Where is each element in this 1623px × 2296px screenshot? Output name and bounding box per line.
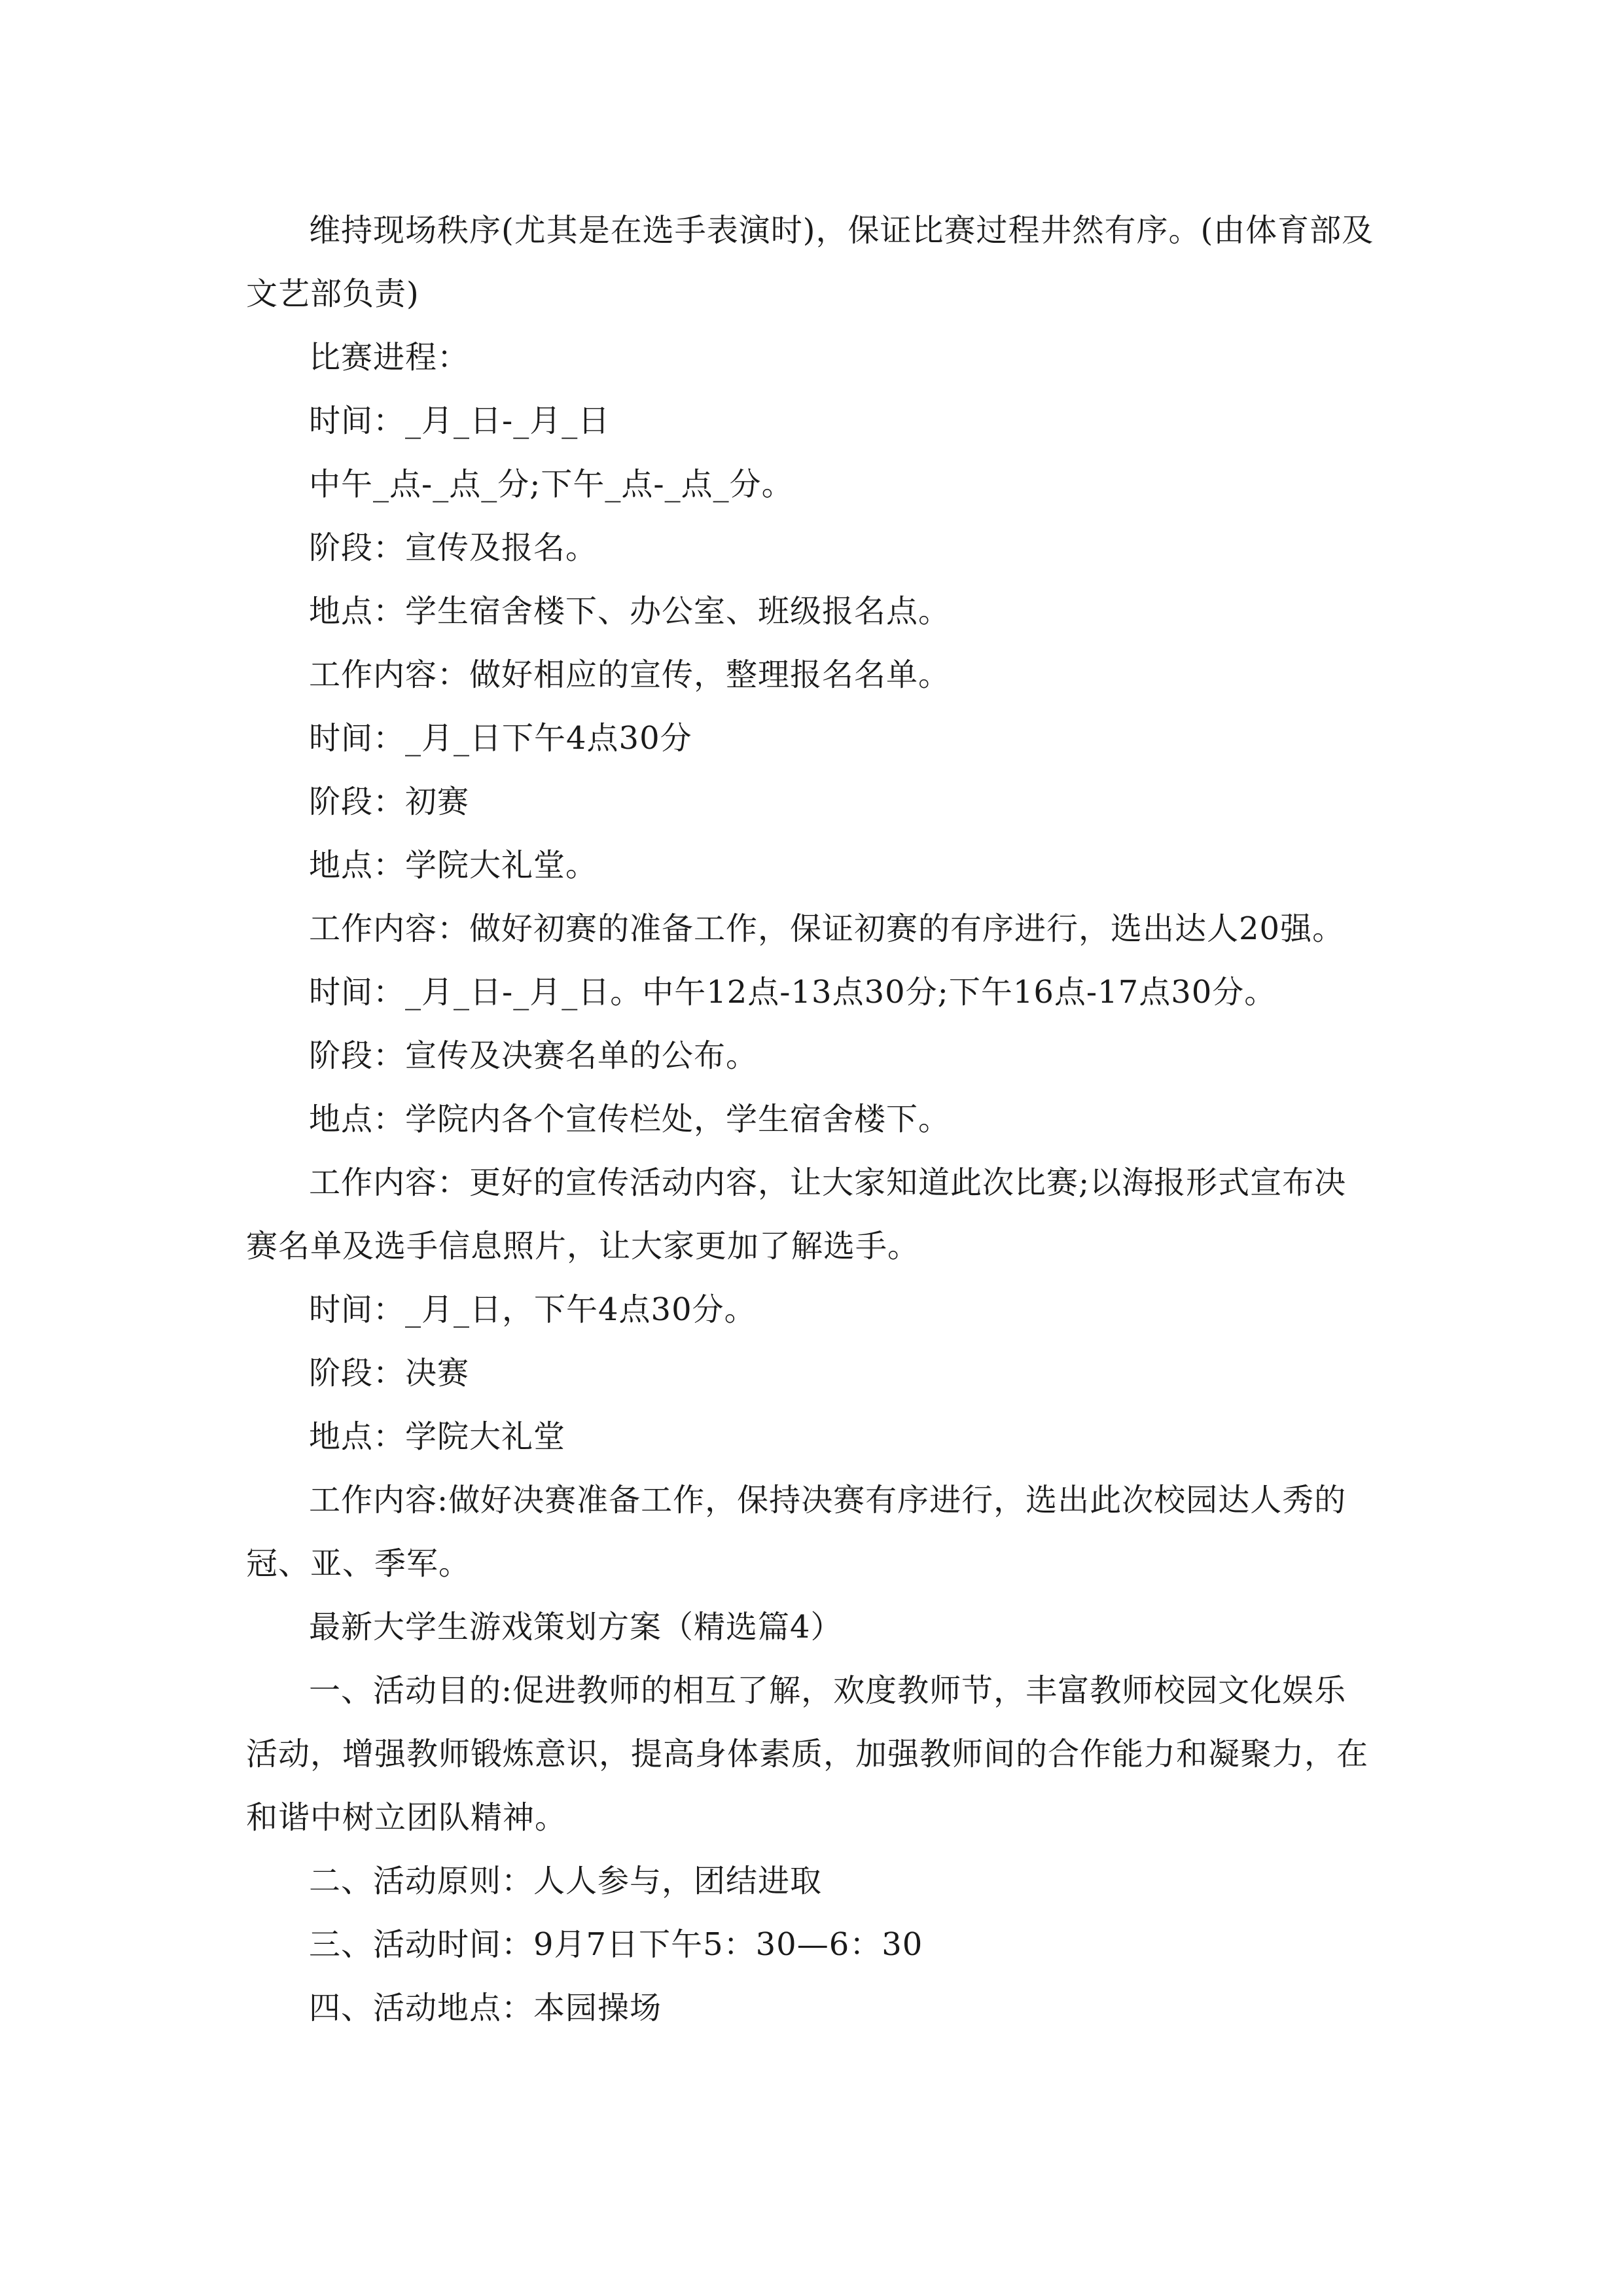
paragraph: 工作内容：做好相应的宣传，整理报名名单。 xyxy=(309,656,951,693)
paragraph: 阶段：宣传及决赛名单的公布。 xyxy=(309,1037,758,1074)
paragraph: 比赛进程： xyxy=(309,339,470,376)
paragraph: 阶段：宣传及报名。 xyxy=(309,529,598,566)
paragraph: 工作内容：更好的宣传活动内容，让大家知道此次比赛;以海报形式宣布决赛名单及选手信息照片，让大家更加了解选手。 xyxy=(246,1164,1347,1265)
paragraph: 四、活动地点：本园操场 xyxy=(309,1990,662,2026)
paragraph: 二、活动原则：人人参与，团结进取 xyxy=(309,1863,823,1899)
document-body xyxy=(246,199,1378,2040)
paragraph: 时间：_月_日-_月_日 xyxy=(309,403,611,439)
paragraph: 地点：学生宿舍楼下、办公室、班级报名点。 xyxy=(309,593,951,630)
paragraph: 维持现场秩序(尤其是在选手表演时)，保证比赛过程井然有序。(由体育部及文艺部负责) xyxy=(246,212,1374,312)
paragraph: 阶段：初赛 xyxy=(309,783,470,820)
paragraph: 时间：_月_日，下午4点30分。 xyxy=(309,1291,757,1328)
paragraph: 工作内容:做好决赛准备工作，保持决赛有序进行，选出此次校园达人秀的冠、亚、季军。 xyxy=(246,1482,1347,1582)
paragraph: 地点：学院大礼堂。 xyxy=(309,847,598,884)
paragraph: 时间：_月_日-_月_日。中午12点-13点30分;下午16点-17点30分。 xyxy=(309,974,1277,1011)
paragraph: 时间：_月_日下午4点30分 xyxy=(309,720,692,757)
paragraph: 地点：学院内各个宣传栏处，学生宿舍楼下。 xyxy=(309,1101,951,1138)
paragraph: 一、活动目的:促进教师的相互了解，欢度教师节，丰富教师校园文化娱乐活动，增强教师锻炼意识，提高身体素质，加强教师间的合作能力和凝聚力，在和谐中树立团队精神。 xyxy=(246,1672,1369,1836)
paragraph: 阶段：决赛 xyxy=(309,1355,470,1391)
paragraph: 中午_点-_点_分;下午_点-_点_分。 xyxy=(309,466,794,503)
section-heading: 最新大学生游戏策划方案（精选篇4） xyxy=(309,1609,843,1645)
paragraph: 地点：学院大礼堂 xyxy=(309,1418,566,1455)
paragraph: 工作内容：做好初赛的准备工作，保证初赛的有序进行，选出达人20强。 xyxy=(309,910,1345,947)
paragraph: 三、活动时间：9月7日下午5：30—6：30 xyxy=(309,1926,923,1963)
